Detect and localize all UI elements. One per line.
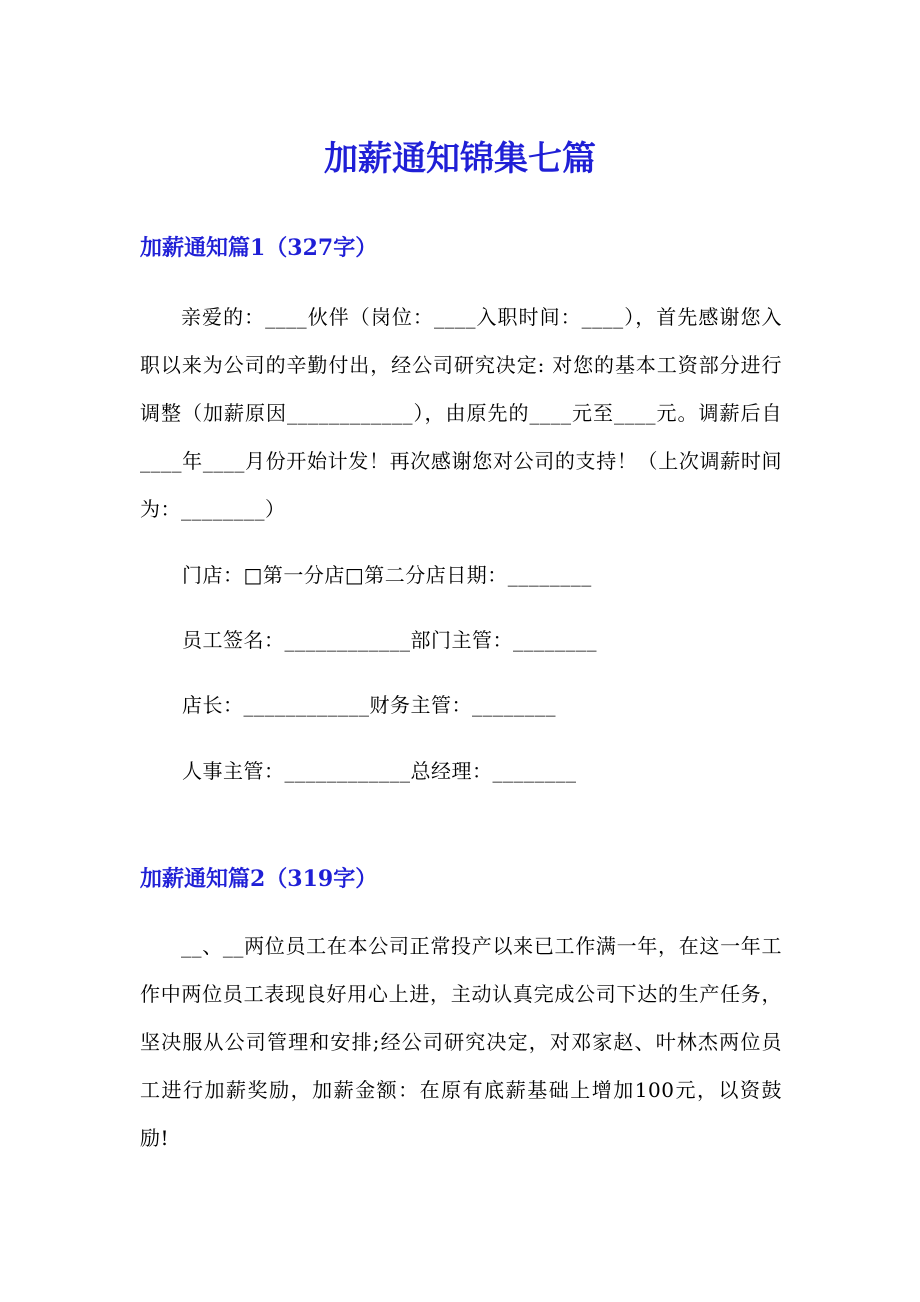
section-2-body: __、__两位员工在本公司正常投产以来已工作满一年，在这一年工作中两位员工表现良好用心上进，主动认真完成公司下达的生产任务，坚决服从公司管理和安排;经公司研究决定，对邓家赵、叶林杰两位员工进行加薪奖励，加薪金额：在原有底薪基础上增加100元，以资鼓励! [140, 934, 782, 1150]
section-1-body: 亲爱的：____伙伴（岗位：____入职时间：____），首先感谢您入职以来为公司的辛勤付出，经公司研究决定: 对您的基本工资部分进行调整（加薪原因____________），由原先的____元至____元。调薪后自____年____月份开始计发！再次感谢您对公司的支持！（上次调薪时间为：________） [140, 305, 782, 521]
store-date-line: 门店：□第一分店□第二分店日期：________ [182, 563, 592, 587]
store-manager-line: 店长：____________财务主管：________ [182, 693, 556, 717]
employee-signature-line: 员工签名：____________部门主管：________ [182, 628, 597, 652]
hr-manager-line: 人事主管：____________总经理：________ [182, 759, 577, 783]
section-2-heading: 加薪通知篇2（319字） [140, 866, 378, 892]
section-1-heading: 加薪通知篇1（327字） [140, 235, 378, 261]
document-title: 加薪通知锦集七篇 [324, 139, 596, 179]
